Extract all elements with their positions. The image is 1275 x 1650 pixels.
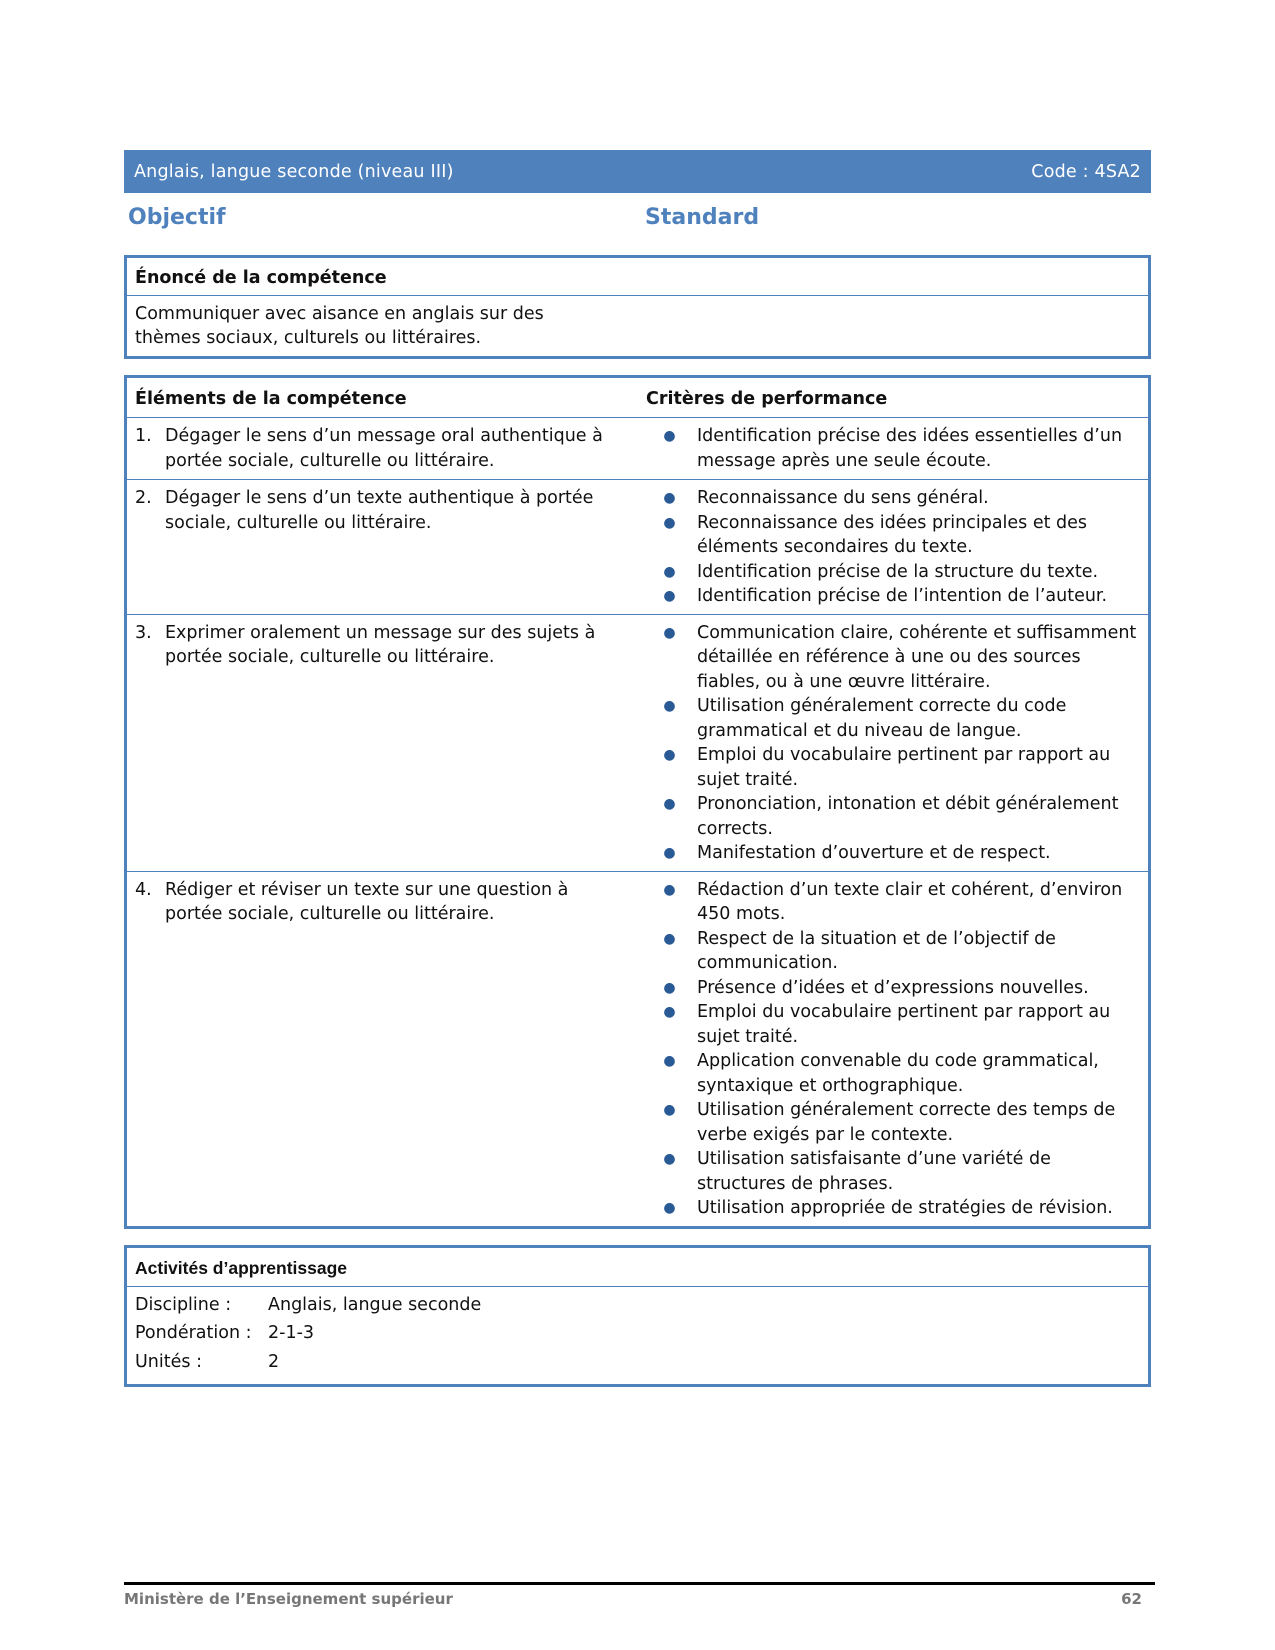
- activites-details: [127, 1287, 1148, 1385]
- footer-divider: [124, 1582, 1155, 1585]
- bullet-icon: ●: [663, 490, 676, 506]
- criteria-cell: [622, 418, 1148, 479]
- page-footer: [124, 1590, 1142, 1608]
- objectif-heading: Objectif: [128, 205, 226, 230]
- standard-heading: Standard: [645, 205, 760, 230]
- element-text: Exprimer oralement un message sur des sujets à portée sociale, culturelle ou littéraire.: [165, 622, 596, 667]
- criteria-text: Emploi du vocabulaire pertinent par rapport au sujet traité.: [697, 745, 1111, 790]
- activites-title: Activités d’apprentissage: [127, 1248, 1148, 1287]
- criteria-text: Utilisation généralement correcte des temps de verbe exigés par le contexte.: [697, 1100, 1116, 1145]
- criteria-text: Utilisation généralement correcte du code grammatical et du niveau de langue.: [697, 696, 1067, 741]
- bullet-icon: ●: [663, 881, 676, 898]
- element-number: 3.: [135, 622, 152, 643]
- course-code: Code : 4SA2: [1031, 161, 1141, 182]
- bullet-icon: ●: [663, 514, 676, 531]
- activites-value: 2-1-3: [268, 1323, 315, 1343]
- criteria-text: Utilisation appropriée de stratégies de révision.: [697, 1198, 1113, 1218]
- bullet-icon: ●: [663, 1053, 676, 1069]
- activites-box: [124, 1245, 1151, 1388]
- element-cell: [127, 480, 622, 614]
- element-text: Dégager le sens d’un message oral authentique à portée sociale, culturelle ou littéraire.: [165, 426, 603, 471]
- criteria-item: [622, 927, 1140, 976]
- elements-table-header: [127, 378, 1148, 418]
- activites-label: Pondération :: [135, 1323, 252, 1343]
- criteria-item: [622, 1196, 1140, 1221]
- criteria-item: [622, 1147, 1140, 1196]
- activites-line: [135, 1291, 1140, 1320]
- column-header-criteres: Critères de performance: [646, 389, 888, 409]
- element-number: 1.: [135, 426, 152, 446]
- course-title-bar: [124, 150, 1151, 193]
- criteria-text: Reconnaissance du sens général.: [697, 488, 989, 508]
- criteria-item: [622, 743, 1140, 792]
- criteria-item: [622, 560, 1140, 585]
- criteria-text: Application convenable du code grammatical, syntaxique et orthographique.: [697, 1051, 1099, 1096]
- bullet-icon: ●: [663, 796, 676, 812]
- footer-page-number: 62: [1121, 1590, 1142, 1608]
- activites-label: Discipline :: [135, 1294, 232, 1315]
- criteria-text: Identification précise des idées essentielles d’un message après une seule écoute.: [697, 426, 1123, 471]
- table-row: [127, 418, 1148, 480]
- criteria-item: [622, 621, 1140, 695]
- activites-value: Anglais, langue seconde: [268, 1294, 482, 1315]
- criteria-item: [622, 1000, 1140, 1049]
- element-text: Dégager le sens d’un texte authentique à portée sociale, culturelle ou littéraire.: [165, 488, 594, 533]
- criteria-item: [622, 486, 1140, 511]
- criteria-text: Manifestation d’ouverture et de respect.: [697, 843, 1051, 863]
- bullet-icon: ●: [663, 1200, 676, 1216]
- criteria-text: Utilisation satisfaisante d’une variété de structures de phrases.: [697, 1149, 1051, 1194]
- section-headings: [124, 193, 1151, 255]
- criteria-item: [622, 694, 1140, 743]
- bullet-icon: ●: [663, 1151, 676, 1167]
- bullet-icon: ●: [663, 979, 676, 996]
- activites-line: [135, 1319, 1140, 1348]
- criteria-item: [622, 511, 1140, 560]
- criteria-text: Prononciation, intonation et débit généralement corrects.: [697, 794, 1119, 839]
- bullet-icon: ●: [663, 747, 676, 763]
- criteria-text: Présence d’idées et d’expressions nouvelles.: [697, 977, 1089, 998]
- bullet-icon: ●: [663, 930, 676, 947]
- table-row: [127, 872, 1148, 1226]
- criteria-text: Respect de la situation et de l’objectif de communication.: [697, 928, 1056, 973]
- bullet-icon: ●: [663, 1102, 676, 1118]
- activites-value: 2: [268, 1351, 280, 1372]
- criteria-cell: [622, 615, 1148, 871]
- bullet-icon: ●: [663, 588, 676, 604]
- element-number: 4.: [135, 879, 152, 900]
- criteria-item: [622, 976, 1140, 1001]
- criteria-cell: [622, 872, 1148, 1226]
- criteria-item: [622, 878, 1140, 927]
- criteria-text: Rédaction d’un texte clair et cohérent, d’environ 450 mots.: [697, 879, 1123, 924]
- activites-line: [135, 1348, 1140, 1377]
- enonce-box: [124, 255, 1151, 359]
- criteria-item: [622, 792, 1140, 841]
- criteria-item: [622, 841, 1140, 866]
- element-cell: [127, 872, 622, 1226]
- element-cell: [127, 615, 622, 871]
- course-title: Anglais, langue seconde (niveau III): [134, 161, 454, 182]
- element-number: 2.: [135, 488, 152, 508]
- table-row: [127, 615, 1148, 872]
- criteria-item: [622, 1049, 1140, 1098]
- activites-label: Unités :: [135, 1351, 202, 1372]
- course-page: [124, 150, 1151, 1387]
- criteria-text: Reconnaissance des idées principales et des éléments secondaires du texte.: [697, 512, 1088, 557]
- column-header-elements: Éléments de la compétence: [135, 389, 407, 409]
- criteria-text: Identification précise de l’intention de l’auteur.: [697, 586, 1108, 606]
- criteria-item: [622, 1098, 1140, 1147]
- criteria-text: Identification précise de la structure du texte.: [697, 561, 1099, 582]
- criteria-text: Emploi du vocabulaire pertinent par rapport au sujet traité.: [697, 1002, 1111, 1047]
- element-cell: [127, 418, 622, 479]
- elements-table: [124, 375, 1151, 1229]
- element-text: Rédiger et réviser un texte sur une question à portée sociale, culturelle ou littéraire.: [165, 879, 569, 924]
- criteria-item: [622, 424, 1140, 473]
- bullet-icon: ●: [663, 428, 676, 444]
- criteria-text: Communication claire, cohérente et suffisamment détaillée en référence à une ou des sources fiables, ou à une œuvre littéraire.: [697, 622, 1137, 692]
- bullet-icon: ●: [663, 624, 676, 641]
- bullet-icon: ●: [663, 698, 676, 714]
- table-row: [127, 480, 1148, 615]
- bullet-icon: ●: [663, 563, 676, 580]
- enonce-text: Communiquer avec aisance en anglais sur des thèmes sociaux, culturels ou littéraires.: [135, 304, 544, 348]
- enonce-title: Énoncé de la compétence: [127, 258, 1148, 296]
- footer-ministry: Ministère de l’Enseignement supérieur: [124, 1590, 453, 1608]
- bullet-icon: ●: [663, 845, 676, 861]
- criteria-item: [622, 584, 1140, 609]
- bullet-icon: ●: [663, 1004, 676, 1020]
- criteria-cell: [622, 480, 1148, 614]
